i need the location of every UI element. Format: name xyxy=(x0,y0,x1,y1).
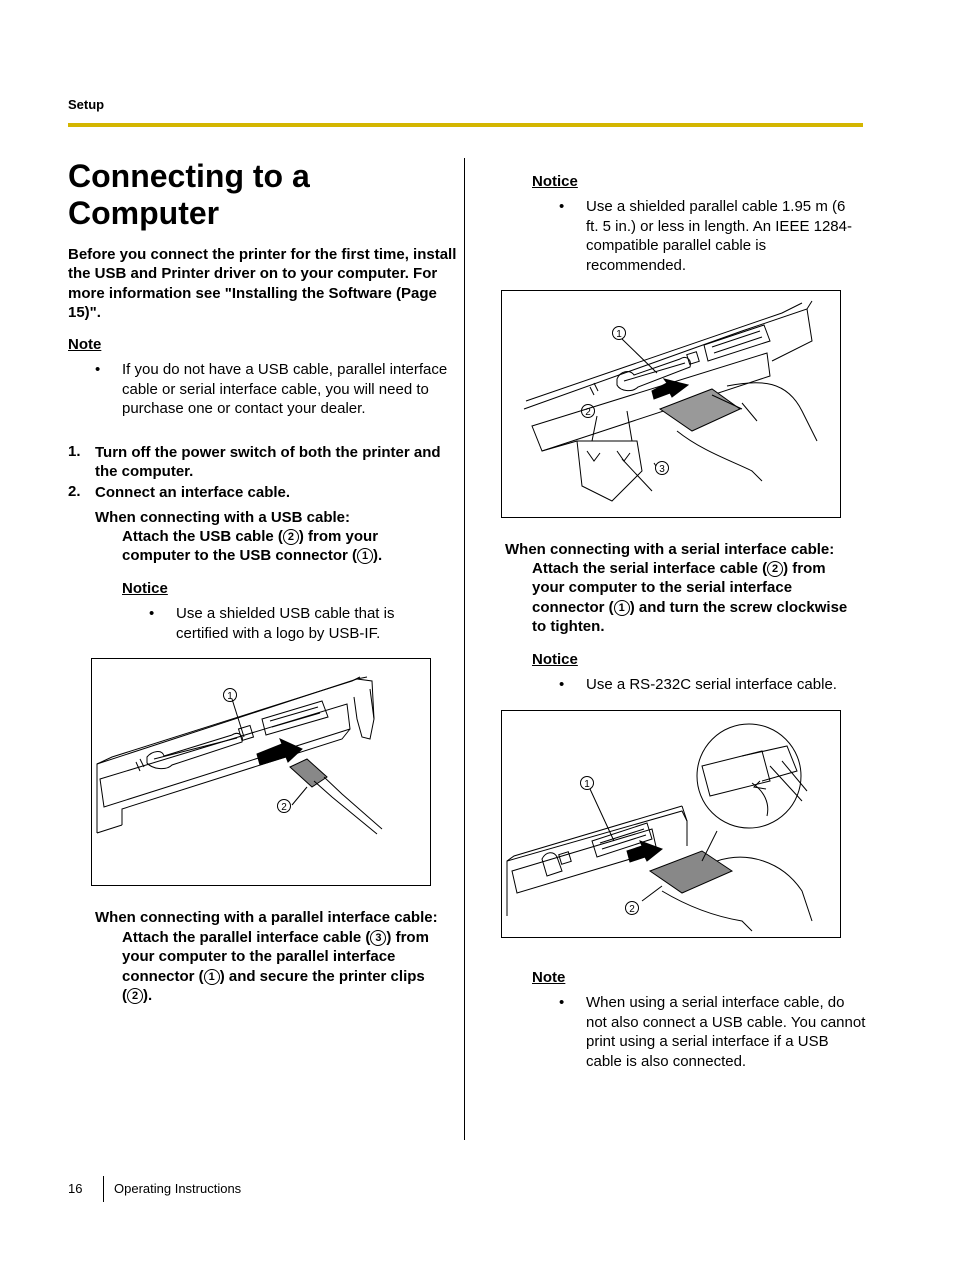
callout-1-label: 1 xyxy=(227,691,233,702)
parallel-notice-bullet xyxy=(559,197,858,275)
note-heading: Note xyxy=(68,336,102,353)
serial-notice-text: Use a RS-232C serial interface cable. xyxy=(586,676,837,693)
callout-1: 1 xyxy=(204,969,220,985)
usb-notice-text: Use a shielded USB cable that is certified with a logo by USB-IF. xyxy=(176,605,395,642)
serial-instruction: Attach the serial interface cable ( 2 ) from your computer to the serial interface connector ( 1 ) and turn the screw clockwise to tighten. xyxy=(532,560,848,635)
callout-2-label: 2 xyxy=(629,904,635,915)
parallel-connection-illustration xyxy=(501,290,841,518)
note2-bullet-text: When using a serial interface cable, do not also connect a USB cable. You cannot print using a serial interface if a USB cable is also connected. xyxy=(586,994,866,1070)
parallel-notice-heading: Notice xyxy=(532,173,578,190)
note-bullet-text: If you do not have a USB cable, parallel interface cable or serial interface cable, you will need to purchase one or contact your dealer. xyxy=(122,361,448,417)
page-number: 16 xyxy=(68,1181,83,1196)
usb-notice-bullet xyxy=(149,604,421,643)
usb-connection-illustration xyxy=(91,658,431,886)
callout-1-label: 1 xyxy=(584,779,590,790)
note2-heading: Note xyxy=(532,969,566,986)
callout-2-label: 2 xyxy=(585,407,591,418)
serial-notice-heading: Notice xyxy=(532,651,578,668)
note2-bullet xyxy=(559,993,866,1071)
parallel-heading: When connecting with a parallel interface cable: xyxy=(95,909,438,926)
bullet-dot: • xyxy=(95,361,101,378)
step-number: 1. xyxy=(68,443,81,460)
bullet-dot: • xyxy=(559,676,565,693)
header-rule xyxy=(68,123,863,127)
callout-1-label: 1 xyxy=(616,329,622,340)
usb-instruction: Attach the USB cable ( 2 ) from your computer to the USB connector ( 1 ). xyxy=(122,528,383,565)
callout-2: 2 xyxy=(127,988,143,1004)
usb-notice-heading: Notice xyxy=(122,580,168,597)
serial-heading: When connecting with a serial interface cable: xyxy=(505,541,835,558)
footer-doc-title: Operating Instructions xyxy=(114,1181,242,1196)
callout-2: 2 xyxy=(283,529,299,545)
bullet-dot: • xyxy=(559,198,565,215)
step-text: Turn off the power switch of both the printer and the computer. xyxy=(95,444,441,481)
parallel-instruction: Attach the parallel interface cable ( 3 ) from your computer to the parallel interface connector ( 1 ) and secure the printer clips ( 2 ). xyxy=(122,929,429,1004)
callout-2-label: 2 xyxy=(281,802,287,813)
usb-heading: When connecting with a USB cable: xyxy=(95,509,351,526)
callout-1: 1 xyxy=(614,600,630,616)
footer-divider xyxy=(103,1176,104,1202)
serial-notice-bullet xyxy=(559,675,858,695)
bullet-dot: • xyxy=(149,605,155,622)
callout-1: 1 xyxy=(357,548,373,564)
bullet-dot: • xyxy=(559,994,565,1011)
callout-3-label: 3 xyxy=(659,464,665,475)
section-label: Setup xyxy=(68,97,105,112)
callout-2: 2 xyxy=(767,561,783,577)
page-title: Connecting to a Computer xyxy=(68,158,310,231)
note-bullet xyxy=(95,360,458,419)
parallel-notice-text: Use a shielded parallel cable 1.95 m (6 ft. 5 in.) or less in length. An IEEE 1284-compatible parallel cable is recommended. xyxy=(586,198,852,274)
callout-3: 3 xyxy=(370,930,386,946)
step-number: 2. xyxy=(68,483,81,500)
step-text: Connect an interface cable. xyxy=(95,484,291,501)
serial-connection-illustration xyxy=(501,710,841,938)
intro-text: Before you connect the printer for the first time, install the USB and Printer driver on to your computer. For more information see "Installing the Software (Page 15)". xyxy=(68,246,457,321)
